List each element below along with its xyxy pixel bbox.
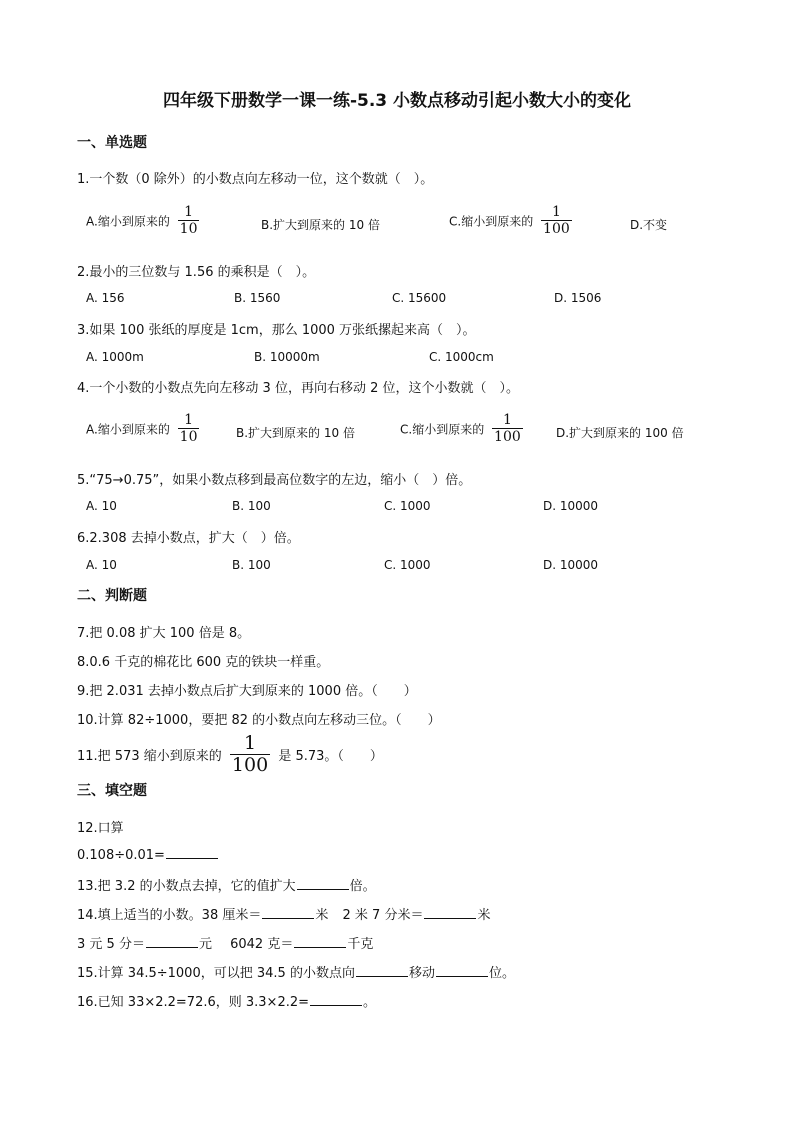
question-2: 2.最小的三位数与 1.56 的乘积是（ ）。 xyxy=(77,265,316,280)
q4-option-c xyxy=(400,412,527,446)
q4-option-a-label: A.缩小到原来的 xyxy=(86,422,170,437)
q6-option-c: C. 1000 xyxy=(384,558,431,572)
q15-text-after: 位。 xyxy=(488,966,515,981)
question-3: 3.如果 100 张纸的厚度是 1cm，那么 1000 万张纸摞起来高（ ）。 xyxy=(77,323,476,338)
q4-option-a xyxy=(86,412,203,446)
q3-option-c: C. 1000cm xyxy=(429,350,494,364)
question-12: 12.口算 xyxy=(77,821,124,836)
q1-option-c-fraction: $\frac{1}{100}$ xyxy=(543,204,570,237)
question-9: 9.把 2.031 去掉小数点后扩大到原来的 1000 倍。（ ） xyxy=(77,684,417,699)
q1-option-a-label: A.缩小到原来的 xyxy=(86,214,170,229)
q4-option-c-fraction: $\frac{1}{100}$ xyxy=(494,412,521,445)
q6-option-a: A. 10 xyxy=(86,558,117,572)
q1-option-b: B.扩大到原来的 10 倍 xyxy=(261,218,380,232)
q14-text-2: 2 米 7 分米＝ xyxy=(342,908,424,923)
q14-answer-blank-4[interactable] xyxy=(294,935,346,948)
q15-answer-blank-1[interactable] xyxy=(356,964,408,977)
q4-option-a-fraction: $\frac{1}{10}$ xyxy=(179,412,198,445)
q14-unit-3: 元 xyxy=(198,937,212,952)
q16-answer-blank[interactable] xyxy=(310,993,362,1006)
q5-option-d: D. 10000 xyxy=(543,499,599,513)
q1-option-a-fraction: $\frac{1}{10}$ xyxy=(179,204,198,237)
q1-option-c-label: C.缩小到原来的 xyxy=(449,214,534,229)
q5-option-a: A. 10 xyxy=(86,499,117,513)
page-title: 四年级下册数学一课一练-5.3 小数点移动引起小数大小的变化 xyxy=(162,91,632,111)
question-14-line-2 xyxy=(77,933,373,952)
q14-answer-blank-1[interactable] xyxy=(262,906,314,919)
q1-option-a xyxy=(86,204,203,238)
q14-answer-blank-3[interactable] xyxy=(146,935,198,948)
section-heading-fill-in: 三、填空题 xyxy=(77,783,147,799)
question-1: 1.一个数（0 除外）的小数点向左移动一位，这个数就（ ）。 xyxy=(77,172,434,187)
q16-text-after: 。 xyxy=(363,995,377,1010)
question-8: 8.0.6 千克的棉花比 600 克的铁块一样重。 xyxy=(77,655,330,670)
question-13 xyxy=(77,875,376,894)
q5-option-c: C. 1000 xyxy=(384,499,431,513)
q11-text-after: 是 5.73。（ ） xyxy=(278,749,383,764)
q13-text-before: 13.把 3.2 的小数点去掉，它的值扩大 xyxy=(77,879,296,894)
q14-text-4: 6042 克＝ xyxy=(230,937,294,952)
q14-unit-1: 米 xyxy=(315,908,329,923)
q15-text-before: 15.计算 34.5÷1000，可以把 34.5 的小数点向 xyxy=(77,966,355,981)
q4-option-d: D.扩大到原来的 100 倍 xyxy=(556,426,684,440)
q15-text-middle: 移动 xyxy=(408,966,435,981)
q4-option-c-label: C.缩小到原来的 xyxy=(400,422,485,437)
question-15 xyxy=(77,962,515,981)
q2-option-b: B. 1560 xyxy=(234,291,281,305)
question-10: 10.计算 82÷1000，要把 82 的小数点向左移动三位。（ ） xyxy=(77,713,441,728)
question-11 xyxy=(77,733,383,776)
q14-text-1: 14.填上适当的小数。38 厘米＝ xyxy=(77,908,262,923)
q5-option-b: B. 100 xyxy=(232,499,271,513)
q15-answer-blank-2[interactable] xyxy=(436,964,488,977)
q11-text-before: 11.把 573 缩小到原来的 xyxy=(77,749,222,764)
q1-option-c xyxy=(449,204,576,238)
q13-text-after: 倍。 xyxy=(349,879,376,894)
q11-fraction: $\frac{1}{100}$ xyxy=(231,732,269,776)
question-7: 7.把 0.08 扩大 100 倍是 8。 xyxy=(77,626,251,641)
q3-option-b: B. 10000m xyxy=(254,350,320,364)
question-5: 5.“75→0.75”，如果小数点移到最高位数字的左边，缩小（ ）倍。 xyxy=(77,473,472,488)
q16-text-before: 16.已知 33×2.2=72.6，则 3.3×2.2= xyxy=(77,995,310,1010)
q12-expression: 0.108÷0.01= xyxy=(77,848,165,863)
q3-option-a: A. 1000m xyxy=(86,350,144,364)
q6-option-b: B. 100 xyxy=(232,558,271,572)
q14-answer-blank-2[interactable] xyxy=(424,906,476,919)
q2-option-a: A. 156 xyxy=(86,291,125,305)
q12-oral-calc-line xyxy=(77,846,219,863)
q2-option-c: C. 15600 xyxy=(392,291,447,305)
q14-unit-2: 米 xyxy=(477,908,491,923)
q14-text-3: 3 元 5 分＝ xyxy=(77,937,145,952)
question-16 xyxy=(77,991,376,1010)
q2-option-d: D. 1506 xyxy=(554,291,602,305)
q14-unit-4: 千克 xyxy=(347,937,374,952)
q6-option-d: D. 10000 xyxy=(543,558,599,572)
question-4: 4.一个小数的小数点先向左移动 3 位，再向右移动 2 位，这个小数就（ ）。 xyxy=(77,381,519,396)
question-14 xyxy=(77,904,490,923)
section-heading-true-false: 二、判断题 xyxy=(77,588,147,604)
q1-option-d: D.不变 xyxy=(630,218,668,232)
question-6: 6.2.308 去掉小数点，扩大（ ）倍。 xyxy=(77,531,300,546)
q13-answer-blank[interactable] xyxy=(297,877,349,890)
section-heading-single-choice: 一、单选题 xyxy=(77,135,147,151)
q12-answer-blank[interactable] xyxy=(166,846,218,859)
q4-option-b: B.扩大到原来的 10 倍 xyxy=(236,426,355,440)
